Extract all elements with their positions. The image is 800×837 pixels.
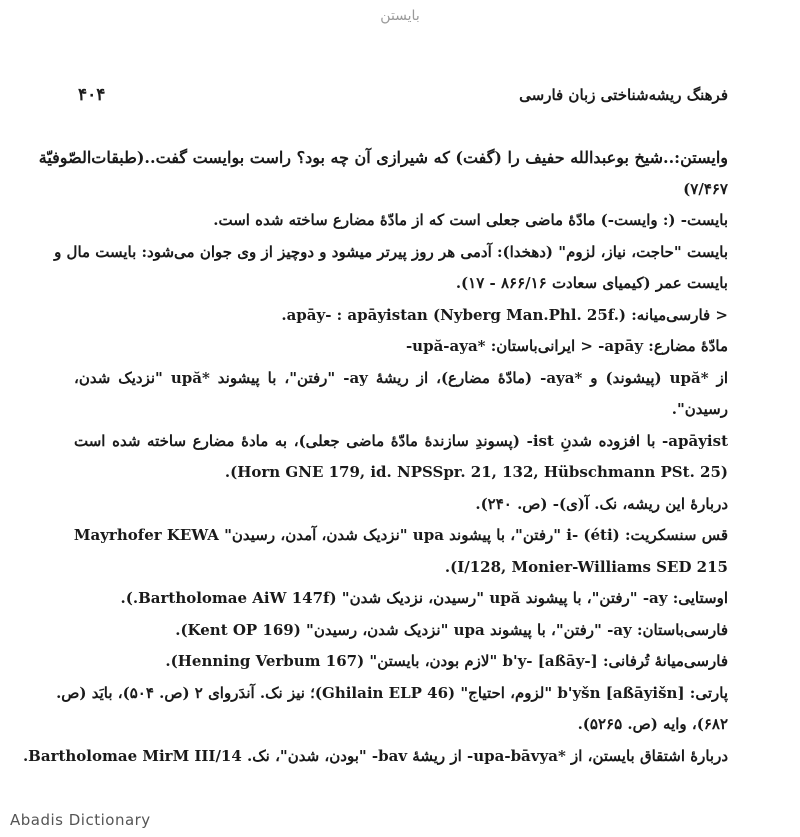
entry-line: دربارۀ اشتقاق بایستن، از *upa-bāvya- از ریشۀ bav- "بودن، شدن"، نک. Bartholomae MirM III/14. — [22, 746, 728, 765]
entry-line: apāyist- با افزوده شدنِ ist- (پسوندِ سازندۀ مادّۀ ماضی جعلی)، به مادۀ مضارع ساخته شده است — [74, 431, 728, 450]
entry-line: بایست عمر (کیمیای سعادت ۸۶۶/۱۶ - ۱۷). — [455, 274, 728, 292]
entry-line: مادّۀ مضارع: apāy- < ایرانی‌باستان: *upă-aya- — [405, 337, 728, 355]
entry-line: وایستن:..شیخ بوعبدالله حفیف را (گفت) که شیرازی آن چه بود؟ راست بوایست گفت..(طبقات‌الصّوفیّة — [38, 148, 728, 167]
entry-line: < فارسی‌میانه: apāy- : apāyistan (Nyberg Man.Phl. 25f.). — [281, 305, 728, 324]
page-number: ۴۰۴ — [78, 85, 106, 105]
entry-line: رسیدن". — [671, 400, 728, 418]
page-top-label: بایستن — [380, 8, 420, 24]
entry-line: بایست "حاجت، نیاز، لزوم" (دهخدا): آدمی هر روز پیرتر میشود و دوچیز از وی جوان می‌شود: بایست مال و — [54, 242, 728, 261]
watermark-text: Abadis Dictionary — [10, 811, 151, 829]
entry-line: ۶۸۲)، وایه (ص. ۵۲۶۵). — [577, 715, 728, 733]
entry-line: فارسی‌باستان: ay- "رفتن"، با پیشوند upa "نزدیک شدن، رسیدن" (Kent OP 169). — [175, 620, 728, 639]
entry-line: اوستایی: ay- "رفتن"، با پیشوند upă "رسیدن، نزدیک شدن" (Bartholomae AiW 147f.). — [120, 589, 728, 607]
entry-line: دربارۀ این ریشه، نک. آ(ی)- (ص. ۲۴۰). — [475, 494, 728, 513]
entry-body — [22, 142, 728, 772]
page-header — [78, 82, 728, 108]
book-title: فرهنگ ریشه‌شناختی زبان فارسی — [519, 86, 728, 104]
entry-line: I/128, Monier-Williams SED 215). — [444, 557, 728, 576]
entry-line: بایست- (: وایست-) مادّۀ ماضی جعلی است که از مادّۀ مضارع ساخته شده است. — [213, 211, 728, 229]
entry-line: پارتی: b'yšn [aßāyišn] "لزوم، احتیاج" (Ghilain ELP 46)؛ نیز نک. آندَروای ۲ (ص. ۵۰۴)، بایَد (ص. — [56, 683, 728, 702]
entry-line: ۷/۴۶۷) — [683, 179, 728, 198]
entry-line: از *upă (پیشوند) و *aya- (مادّۀ مضارع)، از ریشۀ ay- "رفتن"، با پیشوند *upă "نزدیک شدن، — [74, 368, 728, 387]
entry-line: فارسی‌میانۀ تُرفانی: b'y- [aßāy-] "لازم بودن، بایستن" (Henning Verbum 167). — [165, 652, 728, 670]
entry-line: قس سنسکریت: i- (éti) "رفتن"، با پیشوند upa "نزدیک شدن، آمدن، رسیدن" Mayrhofer KEWA — [73, 526, 728, 544]
entry-line: (Horn GNE 179, id. NPSSpr. 21, 132, Hübschmann PSt. 25). — [224, 463, 728, 481]
